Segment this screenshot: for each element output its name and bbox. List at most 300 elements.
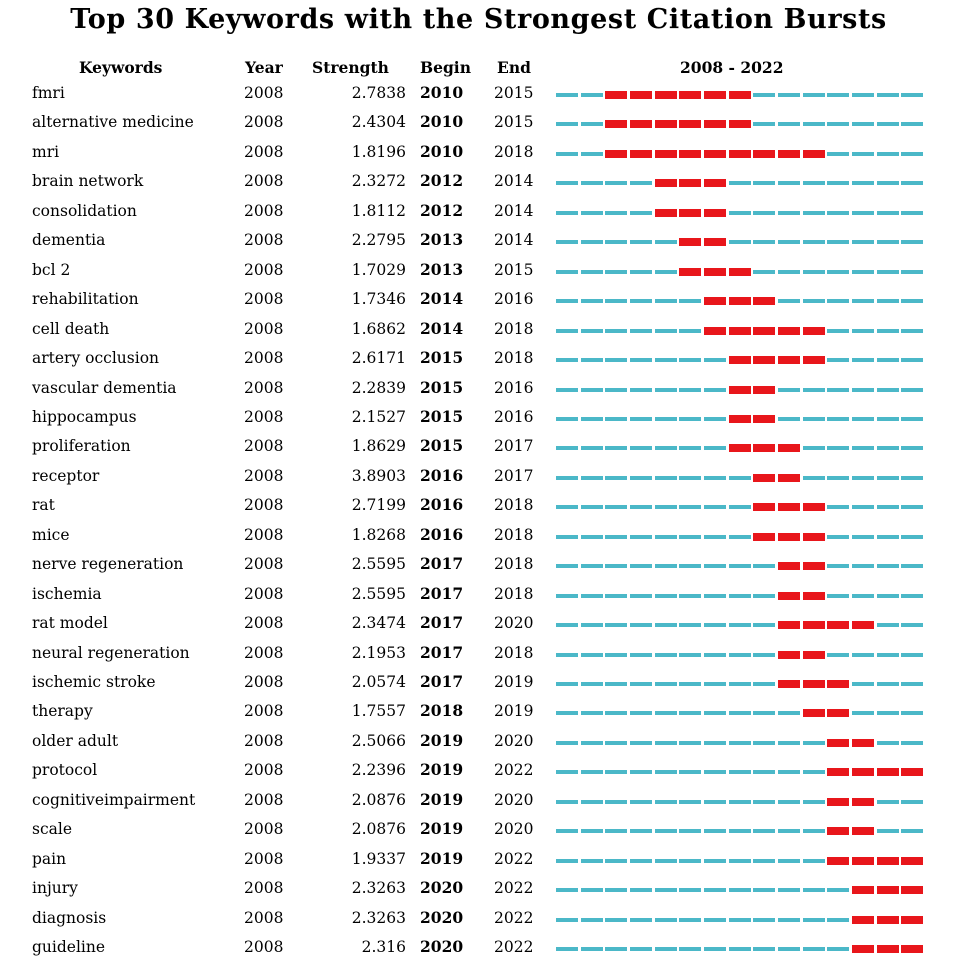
timeline-segment: [778, 299, 800, 303]
strength-cell: 1.8268: [351, 525, 406, 544]
burst-segment: [778, 150, 800, 158]
timeline-segment: [655, 388, 677, 392]
timeline-segment: [679, 476, 701, 480]
keyword-cell: consolidation: [32, 201, 137, 220]
keyword-cell: rat: [32, 496, 55, 515]
year-cell: 2008: [244, 290, 284, 309]
burst-segment: [877, 768, 899, 776]
timeline-segment: [679, 829, 701, 833]
burst-segment: [852, 621, 874, 629]
end-cell: 2016: [494, 407, 534, 426]
timeline-segment: [630, 358, 652, 362]
timeline-segment: [901, 564, 923, 568]
strength-cell: 2.1953: [351, 643, 406, 662]
timeline-segment: [581, 682, 603, 686]
timeline-segment: [605, 240, 627, 244]
begin-cell: 2013: [420, 230, 464, 250]
header-strength: Strength: [312, 58, 389, 77]
burst-segment: [827, 798, 849, 806]
timeline-segment: [655, 358, 677, 362]
timeline-segment: [852, 446, 874, 450]
burst-segment: [704, 238, 726, 246]
burst-timeline: [556, 798, 926, 808]
timeline-segment: [827, 417, 849, 421]
timeline-segment: [704, 505, 726, 509]
timeline-segment: [852, 329, 874, 333]
timeline-segment: [778, 711, 800, 715]
timeline-segment: [852, 594, 874, 598]
timeline-segment: [605, 211, 627, 215]
keyword-cell: ischemia: [32, 584, 102, 603]
timeline-segment: [729, 800, 751, 804]
begin-cell: 2013: [420, 259, 464, 279]
timeline-segment: [556, 711, 578, 715]
header-keywords: Keywords: [79, 58, 163, 77]
burst-segment: [753, 533, 775, 541]
timeline-segment: [630, 211, 652, 215]
burst-segment: [778, 592, 800, 600]
timeline-segment: [704, 417, 726, 421]
keyword-cell: guideline: [32, 938, 106, 957]
year-cell: 2008: [244, 201, 284, 220]
timeline-segment: [852, 653, 874, 657]
timeline-segment: [877, 329, 899, 333]
begin-cell: 2010: [420, 141, 464, 161]
table-row: [0, 612, 957, 641]
burst-timeline: [556, 238, 926, 248]
strength-cell: 1.9337: [351, 849, 406, 868]
timeline-segment: [630, 476, 652, 480]
burst-timeline: [556, 739, 926, 749]
end-cell: 2018: [494, 555, 534, 574]
timeline-segment: [803, 446, 825, 450]
timeline-segment: [753, 859, 775, 863]
timeline-segment: [901, 299, 923, 303]
burst-segment: [679, 238, 701, 246]
timeline-segment: [901, 329, 923, 333]
timeline-segment: [877, 122, 899, 126]
table-row: [0, 642, 957, 671]
timeline-segment: [581, 299, 603, 303]
timeline-segment: [556, 476, 578, 480]
timeline-segment: [581, 240, 603, 244]
timeline-segment: [877, 741, 899, 745]
timeline-segment: [581, 800, 603, 804]
timeline-segment: [630, 329, 652, 333]
timeline-segment: [556, 682, 578, 686]
timeline-segment: [753, 918, 775, 922]
timeline-segment: [753, 211, 775, 215]
end-cell: 2022: [494, 849, 534, 868]
end-cell: 2018: [494, 643, 534, 662]
timeline-segment: [877, 93, 899, 97]
timeline-segment: [605, 564, 627, 568]
timeline-segment: [877, 152, 899, 156]
timeline-segment: [556, 211, 578, 215]
timeline-segment: [827, 947, 849, 951]
timeline-segment: [630, 240, 652, 244]
table-row: [0, 583, 957, 612]
burst-segment: [803, 562, 825, 570]
burst-segment: [803, 709, 825, 717]
timeline-segment: [679, 417, 701, 421]
timeline-segment: [556, 299, 578, 303]
timeline-segment: [556, 535, 578, 539]
timeline-segment: [655, 947, 677, 951]
timeline-segment: [605, 859, 627, 863]
burst-segment: [704, 150, 726, 158]
keyword-cell: vascular dementia: [32, 378, 177, 397]
timeline-segment: [605, 358, 627, 362]
timeline-segment: [803, 770, 825, 774]
begin-cell: 2020: [420, 907, 464, 927]
timeline-segment: [704, 623, 726, 627]
timeline-segment: [581, 535, 603, 539]
timeline-segment: [803, 859, 825, 863]
burst-segment: [827, 621, 849, 629]
timeline-segment: [803, 240, 825, 244]
timeline-segment: [901, 535, 923, 539]
year-cell: 2008: [244, 525, 284, 544]
timeline-segment: [630, 888, 652, 892]
burst-segment: [803, 327, 825, 335]
header-end: End: [497, 58, 531, 77]
timeline-segment: [630, 417, 652, 421]
timeline-segment: [679, 653, 701, 657]
timeline-segment: [655, 829, 677, 833]
timeline-segment: [630, 505, 652, 509]
timeline-segment: [803, 270, 825, 274]
keyword-cell: pain: [32, 849, 67, 868]
timeline-segment: [778, 918, 800, 922]
burst-segment: [778, 474, 800, 482]
timeline-segment: [901, 152, 923, 156]
keyword-cell: older adult: [32, 731, 119, 750]
timeline-segment: [605, 829, 627, 833]
burst-segment: [877, 857, 899, 865]
burst-segment: [827, 680, 849, 688]
timeline-segment: [679, 623, 701, 627]
timeline-segment: [803, 181, 825, 185]
timeline-segment: [556, 770, 578, 774]
timeline-segment: [605, 181, 627, 185]
end-cell: 2020: [494, 820, 534, 839]
timeline-segment: [753, 947, 775, 951]
strength-cell: 1.6862: [351, 319, 406, 338]
timeline-segment: [581, 711, 603, 715]
timeline-segment: [729, 594, 751, 598]
timeline-segment: [852, 152, 874, 156]
timeline-segment: [901, 653, 923, 657]
timeline-segment: [901, 93, 923, 97]
timeline-segment: [556, 947, 578, 951]
timeline-segment: [655, 329, 677, 333]
timeline-segment: [827, 918, 849, 922]
year-cell: 2008: [244, 702, 284, 721]
keyword-cell: mri: [32, 142, 60, 161]
timeline-segment: [827, 122, 849, 126]
timeline-segment: [729, 741, 751, 745]
begin-cell: 2017: [420, 642, 464, 662]
begin-cell: 2017: [420, 554, 464, 574]
burst-segment: [753, 415, 775, 423]
timeline-segment: [729, 947, 751, 951]
keyword-cell: therapy: [32, 702, 93, 721]
timeline-segment: [605, 682, 627, 686]
timeline-segment: [753, 594, 775, 598]
burst-segment: [753, 386, 775, 394]
timeline-segment: [679, 859, 701, 863]
timeline-segment: [852, 564, 874, 568]
timeline-segment: [877, 358, 899, 362]
strength-cell: 1.7029: [351, 260, 406, 279]
timeline-segment: [581, 152, 603, 156]
timeline-segment: [605, 888, 627, 892]
burst-segment: [901, 886, 923, 894]
timeline-segment: [679, 505, 701, 509]
timeline-segment: [753, 623, 775, 627]
burst-segment: [704, 327, 726, 335]
timeline-segment: [729, 181, 751, 185]
burst-timeline: [556, 533, 926, 543]
timeline-segment: [605, 476, 627, 480]
timeline-segment: [630, 770, 652, 774]
timeline-segment: [778, 122, 800, 126]
end-cell: 2018: [494, 349, 534, 368]
timeline-segment: [877, 564, 899, 568]
burst-segment: [778, 444, 800, 452]
timeline-segment: [753, 653, 775, 657]
timeline-segment: [630, 594, 652, 598]
timeline-segment: [581, 770, 603, 774]
burst-timeline: [556, 415, 926, 425]
timeline-segment: [778, 770, 800, 774]
timeline-segment: [605, 741, 627, 745]
burst-segment: [729, 356, 751, 364]
timeline-segment: [704, 859, 726, 863]
timeline-segment: [630, 947, 652, 951]
keyword-cell: artery occlusion: [32, 349, 160, 368]
timeline-segment: [630, 446, 652, 450]
burst-segment: [877, 945, 899, 953]
timeline-segment: [827, 299, 849, 303]
burst-segment: [778, 327, 800, 335]
burst-segment: [753, 297, 775, 305]
year-cell: 2008: [244, 466, 284, 485]
timeline-segment: [803, 947, 825, 951]
table-row: [0, 936, 957, 965]
timeline-segment: [556, 564, 578, 568]
timeline-segment: [901, 829, 923, 833]
year-cell: 2008: [244, 761, 284, 780]
timeline-segment: [901, 711, 923, 715]
timeline-segment: [729, 859, 751, 863]
burst-segment: [852, 945, 874, 953]
keyword-cell: rehabilitation: [32, 290, 139, 309]
burst-timeline: [556, 120, 926, 130]
burst-segment: [729, 444, 751, 452]
burst-timeline: [556, 592, 926, 602]
table-row: [0, 759, 957, 788]
timeline-segment: [556, 152, 578, 156]
burst-segment: [679, 268, 701, 276]
timeline-segment: [877, 270, 899, 274]
keyword-cell: scale: [32, 820, 73, 839]
burst-segment: [704, 268, 726, 276]
year-cell: 2008: [244, 349, 284, 368]
timeline-segment: [655, 535, 677, 539]
timeline-segment: [679, 329, 701, 333]
timeline-segment: [729, 711, 751, 715]
timeline-segment: [581, 594, 603, 598]
year-cell: 2008: [244, 113, 284, 132]
timeline-segment: [704, 947, 726, 951]
burst-segment: [753, 327, 775, 335]
timeline-segment: [901, 594, 923, 598]
begin-cell: 2017: [420, 613, 464, 633]
strength-cell: 2.5595: [351, 584, 406, 603]
begin-cell: 2015: [420, 348, 464, 368]
timeline-segment: [605, 417, 627, 421]
end-cell: 2020: [494, 614, 534, 633]
burst-timeline: [556, 916, 926, 926]
timeline-segment: [630, 181, 652, 185]
strength-cell: 2.0876: [351, 820, 406, 839]
timeline-segment: [753, 270, 775, 274]
timeline-segment: [852, 122, 874, 126]
timeline-segment: [605, 653, 627, 657]
timeline-segment: [877, 388, 899, 392]
timeline-segment: [729, 653, 751, 657]
burst-segment: [852, 886, 874, 894]
burst-segment: [655, 120, 677, 128]
end-cell: 2017: [494, 466, 534, 485]
timeline-segment: [581, 859, 603, 863]
burst-segment: [778, 651, 800, 659]
burst-segment: [803, 150, 825, 158]
timeline-segment: [605, 299, 627, 303]
table-row: [0, 111, 957, 140]
burst-timeline: [556, 562, 926, 572]
timeline-segment: [704, 770, 726, 774]
timeline-segment: [803, 388, 825, 392]
begin-cell: 2010: [420, 83, 464, 102]
timeline-segment: [630, 623, 652, 627]
begin-cell: 2019: [420, 760, 464, 780]
timeline-segment: [753, 564, 775, 568]
burst-segment: [778, 621, 800, 629]
table-row: [0, 288, 957, 317]
burst-segment: [827, 739, 849, 747]
burst-timeline: [556, 651, 926, 661]
header-begin: Begin: [420, 58, 471, 77]
burst-segment: [803, 356, 825, 364]
timeline-segment: [581, 329, 603, 333]
burst-segment: [852, 798, 874, 806]
end-cell: 2014: [494, 172, 534, 191]
timeline-segment: [852, 711, 874, 715]
burst-segment: [901, 945, 923, 953]
timeline-segment: [827, 211, 849, 215]
year-cell: 2008: [244, 437, 284, 456]
timeline-segment: [877, 829, 899, 833]
timeline-segment: [605, 329, 627, 333]
year-cell: 2008: [244, 849, 284, 868]
timeline-segment: [581, 417, 603, 421]
burst-segment: [827, 827, 849, 835]
timeline-segment: [827, 181, 849, 185]
keyword-cell: bcl 2: [32, 260, 71, 279]
strength-cell: 2.0876: [351, 790, 406, 809]
timeline-segment: [679, 299, 701, 303]
timeline-segment: [704, 711, 726, 715]
timeline-segment: [753, 829, 775, 833]
begin-cell: 2015: [420, 406, 464, 426]
timeline-segment: [655, 417, 677, 421]
year-cell: 2008: [244, 938, 284, 957]
burst-segment: [679, 209, 701, 217]
timeline-segment: [729, 476, 751, 480]
burst-timeline: [556, 886, 926, 896]
timeline-segment: [803, 211, 825, 215]
keyword-cell: dementia: [32, 231, 106, 250]
burst-timeline: [556, 857, 926, 867]
table-row: [0, 700, 957, 729]
begin-cell: 2012: [420, 200, 464, 220]
timeline-segment: [877, 535, 899, 539]
timeline-segment: [556, 800, 578, 804]
timeline-segment: [655, 240, 677, 244]
timeline-segment: [901, 623, 923, 627]
burst-timeline: [556, 268, 926, 278]
timeline-segment: [827, 446, 849, 450]
timeline-segment: [901, 446, 923, 450]
burst-timeline: [556, 327, 926, 337]
timeline-segment: [729, 829, 751, 833]
year-cell: 2008: [244, 790, 284, 809]
timeline-segment: [655, 888, 677, 892]
burst-timeline: [556, 680, 926, 690]
timeline-segment: [753, 181, 775, 185]
timeline-segment: [581, 446, 603, 450]
timeline-segment: [679, 800, 701, 804]
timeline-segment: [704, 388, 726, 392]
end-cell: 2018: [494, 142, 534, 161]
burst-timeline: [556, 621, 926, 631]
timeline-segment: [630, 800, 652, 804]
timeline-segment: [778, 859, 800, 863]
timeline-segment: [753, 682, 775, 686]
timeline-segment: [877, 505, 899, 509]
timeline-segment: [655, 770, 677, 774]
end-cell: 2018: [494, 319, 534, 338]
timeline-segment: [605, 388, 627, 392]
timeline-segment: [852, 682, 874, 686]
timeline-segment: [655, 564, 677, 568]
burst-segment: [852, 768, 874, 776]
timeline-segment: [877, 800, 899, 804]
timeline-segment: [852, 299, 874, 303]
timeline-segment: [729, 240, 751, 244]
timeline-segment: [827, 888, 849, 892]
burst-segment: [729, 297, 751, 305]
timeline-segment: [605, 770, 627, 774]
timeline-segment: [778, 947, 800, 951]
burst-timeline: [556, 474, 926, 484]
timeline-segment: [556, 918, 578, 922]
table-row: [0, 347, 957, 376]
timeline-segment: [556, 623, 578, 627]
